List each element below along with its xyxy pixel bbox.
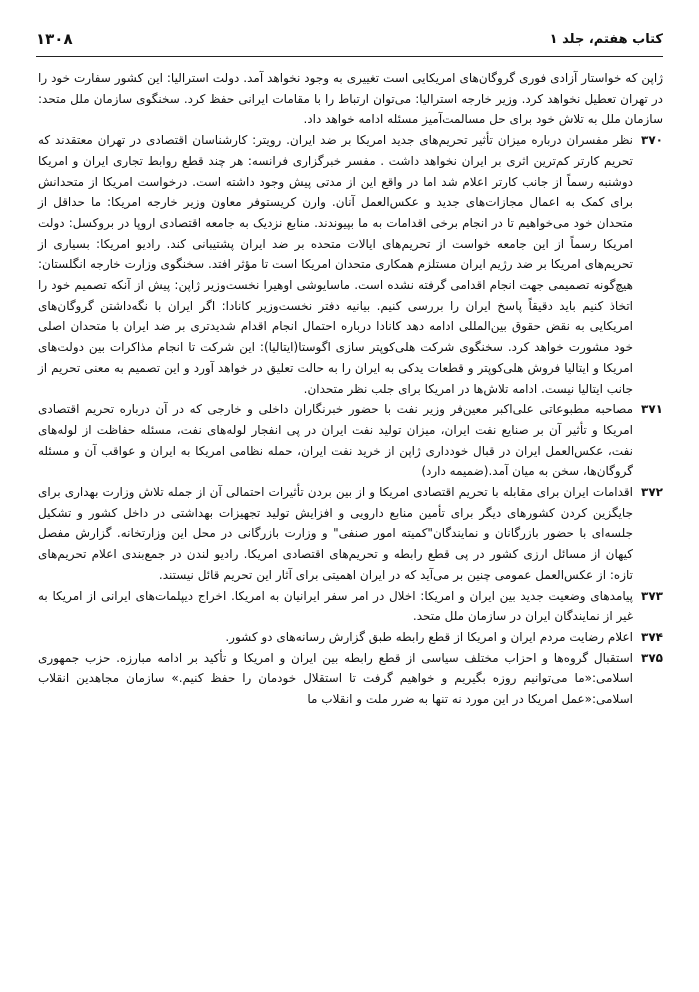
entry-number: ۳۷۳ [641, 588, 663, 603]
book-title: کتاب هفتم، جلد ۱ [549, 32, 663, 47]
document-body [38, 68, 663, 710]
header-divider [36, 56, 663, 57]
intro-paragraph: ژاپن که خواستار آزادی فوری گروگان‌های امریکایی است تغییری به وجود نخواهد آمد. دولت استرالیا: این کشور سفارت خود را در تهران تعطیل نخواهد کرد. وزیر خارجه استرالیا: می‌توان ارتباط را با مقامات ایرانی حفظ کرد. سخنگوی سازمان ملل متحد: سازمان ملل به تلاش خود برای حل مسالمت‌آمیز مسئله ادامه خواهد داد. [38, 71, 663, 127]
entry-number: ۳۷۵ [641, 650, 663, 665]
entry-text: اعلام رضایت مردم ایران و امریکا از قطع رابطه طبق گزارش رسانه‌های دو کشور. [225, 629, 633, 644]
entry-text: استقبال گروه‌ها و احزاب مختلف سیاسی از قطع رابطه بین ایران و امریکا و تأکید بر ادامه مبارزه. حزب جمهوری اسلامی:«ما می‌توانیم روزه بگیریم و خواهیم گرفت تا استقلال خودمان را حفظ کنیم.» سازمان مجاهدین انقلاب اسلامی:«عمل امریکا در این مورد نه تنها به ضرر ملت و انقلاب ما [38, 650, 633, 707]
entry-text: پیامدهای وضعیت جدید بین ایران و امریکا: اخلال در امر سفر ایرانیان به امریکا. اخراج دیپلمات‌های ایرانی از امریکا به غیر از نمایندگان ایران در سازمان ملل متحد. [38, 588, 633, 624]
entry-number: ۳۷۴ [641, 629, 663, 644]
entry-number: ۳۷۰ [641, 133, 663, 148]
entry-370 [38, 130, 663, 399]
page-header [36, 28, 663, 54]
entry-372 [38, 482, 663, 586]
entry-text: اقدامات ایران برای مقابله با تحریم اقتصادی امریکا و از بین بردن تأثیرات احتمالی آن از جمله تلاش وزارت بهداری برای جایگزین کردن کشورهای دیگر برای تأمین منابع دارویی و افزایش تولید تجهیزات بهداشتی در داخل کشور و تشکیل جلسه‌ای با حضور بازرگانان و نمایندگان"کمیته امور صنفی" و وزارت بازرگانی در محل این وزارتخانه. گزارش مفصل کیهان از مسائل ارزی کشور در پی قطع رابطه و تحریم‌های اقتصادی امریکا. رادیو لندن در جمع‌بندی اعلام تحریم‌های تازه: از عکس‌العمل عمومی چنین بر می‌آید که در ایران اهمیتی برای آثار این تحریم قائل نیستند. [38, 485, 633, 582]
entry-text: نظر مفسران درباره میزان تأثیر تحریم‌های جدید امریکا بر ضد ایران. رویتر: کارشناسان اقتصادی در تهران معتقدند که تحریم کارتر کم‌ترین اثری بر ایران نخواهد داشت . مفسر خبرگزاری فرانسه: هر چند قطع روابط تجاری ایران و امریکا دوشنبه رسماً از جانب کارتر اعلام شد اما در واقع این از مدتی پیش وجود داشته است. درخواست امریکا از متحدانش برای کمک به اعمال مجازات‌های جدید و عکس‌العمل آنان. وارن کریستوفر معاون وزیر خارجه امریکا: ما حداقل از متحدان خود می‌خواهیم تا در انجام برخی اقدامات به ما بپیوندند. منابع نزدیک به جامعه اقتصادی اروپا در بروکسل: دولت امریکا رسماً از این جامعه خواست از تحریم‌های ایالات متحده بر ضد ایران پشتیبانی کند. رادیو امریکا: بسیاری از تحریم‌های امریکا بر ضد رژیم ایران مستلزم همکاری متحدان امریکا است تا مؤثر افتد. سخنگوی وزارت خارجه انگلستان: هیچ‌گونه تصمیمی جهت انجام اقدامی گرفته نشده است. ماسایوشی اوهیرا نخست‌وزیر ژاپن: پیش از آنکه تصمیم خود را اتخاذ کنیم باید دقیقاً پاسخ ایران را بررسی کنیم. بیانیه دفتر نخست‌وزیر کانادا: اگر ایران با نگه‌داشتن گروگان‌های امریکایی به نقض حقوق بین‌المللی ادامه دهد کانادا درباره احتمال انجام اقدام شدیدتری بر ضد ایران با متحدان اصلی خود مشورت خواهد کرد. سخنگوی شرکت هلی‌کوپتر سازی اگوستا(ایتالیا): این شرکت تا انجام مذاکرات بین دولت‌های امریکا و ایتالیا فروش هلی‌کوپتر و قطعات یدکی به ایران را به حالت تعلیق در خواهد آورد و این تصمیم به معنی تحریم از جانب ایتالیا نیست. ادامه تلاش‌ها در امریکا برای جلب نظر متحدان. [38, 133, 633, 396]
entry-number: ۳۷۲ [641, 485, 663, 500]
page-number: ۱۳۰۸ [36, 30, 73, 48]
entry-374 [38, 627, 663, 648]
entry-number: ۳۷۱ [641, 402, 663, 417]
entry-373 [38, 586, 663, 627]
entry-371 [38, 399, 663, 482]
entry-375 [38, 648, 663, 710]
entry-text: مصاحبه مطبوعاتی علی‌اکبر معین‌فر وزیر نفت با حضور خبرنگاران داخلی و خارجی که در آن درباره تحریم اقتصادی امریکا و تأثیر آن بر صنایع نفت ایران، میزان تولید نفت ایران در پی انفجار لوله‌های نفت، مسئله حفاظت از لوله‌های نفت، عکس‌العمل ایران در قبال خودداری ژاپن از خرید نفت ایران، حمله نظامی امریکا به ایران و عواقب آن و مسئله گروگان‌ها، سخن به میان آمد.(ضمیمه دارد) [38, 402, 633, 479]
